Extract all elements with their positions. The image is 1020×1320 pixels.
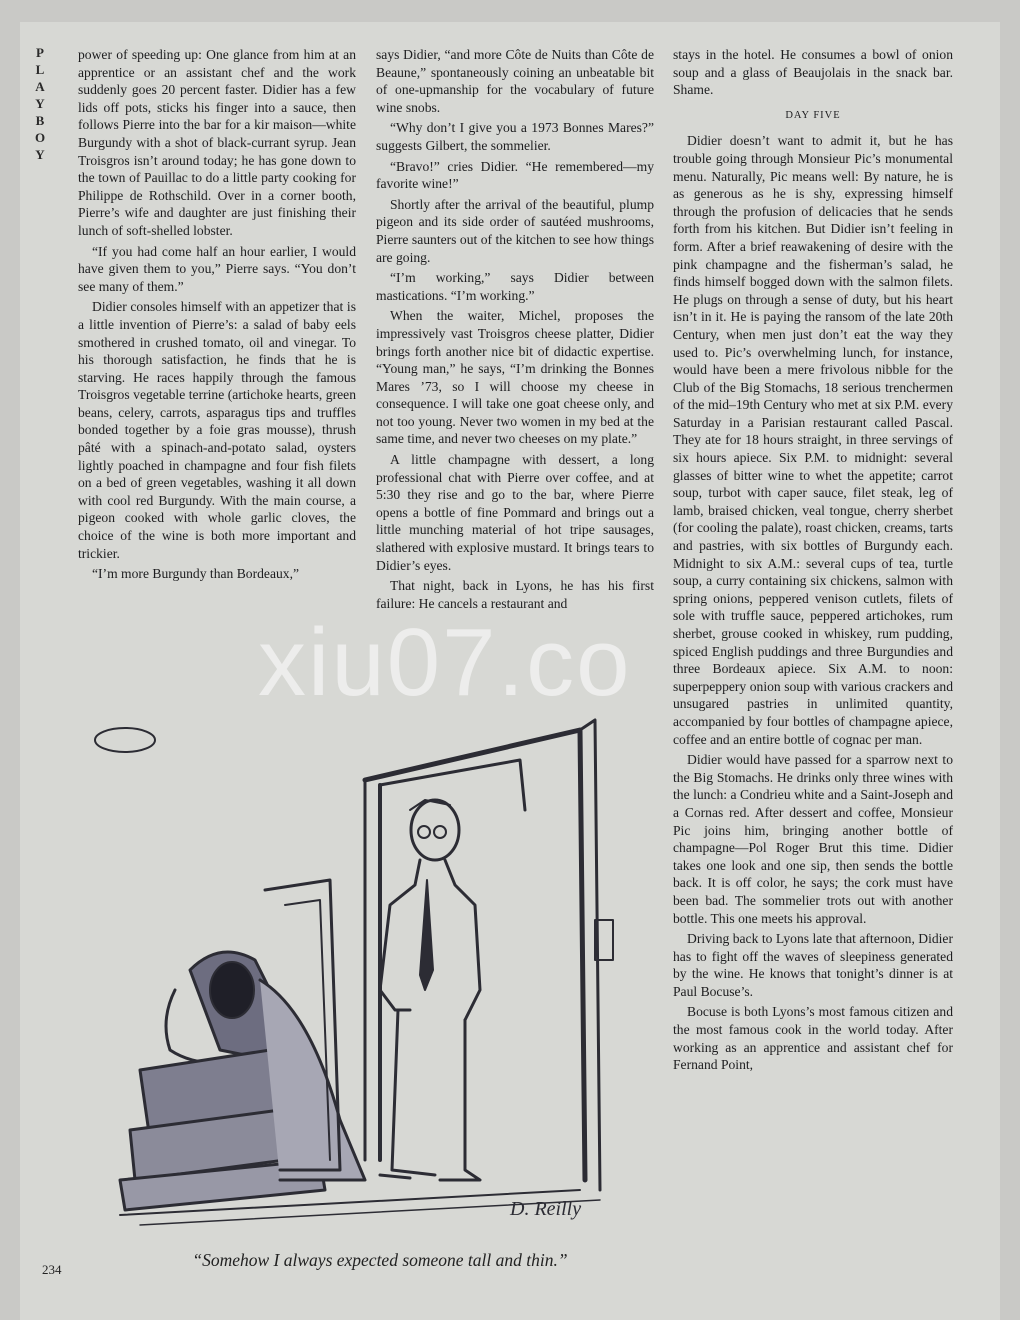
watermark-text: xiu07.co — [258, 609, 632, 716]
masthead-letter: P — [36, 45, 44, 60]
paragraph: stays in the hotel. He consumes a bowl of onion soup and a glass of Beaujolais in the snack bar. Shame. — [673, 47, 953, 98]
paragraph: “If you had come half an hour earlier, I would have given them to you,” Pierre says. “You don’t see many of them.” — [78, 243, 356, 294]
paragraph: Driving back to Lyons late that afternoon, Didier has to fight off the waves of sleepiness generated by the wine. He knows that tonight’s dinner is at Paul Bocuse’s. — [673, 931, 953, 999]
paragraph: Didier doesn’t want to admit it, but he has trouble going through Monsieur Pic’s monumental menu. Naturally, Pic means well: By nature, he is as generous as he is shy, expressing himself through the profusion of delicacies that he sends forth from his kitchen. But Didier isn’t feeling in form. After a brief reawakening of desire with the pink champagne and the fisherman’s salad, he finds himself bogged down with the salmon filets. He plugs on through a sense of duty, but his heart isn’t in it. He is paying the ransom of the late 20th Century, when men just don’t eat the way they used to. Pic’s overwhelming lunch, for instance, would have been a mere frivolous nibble for the Club of the Big Stomachs, 18 serious trenchermen of the mid–19th Century who met at six P.M. every Saturday in a Parisian restaurant called Pascal. They ate for 18 hours straight, in three servings of six hours apiece. Six P.M. to midnight: several glasses of bitter wine to whet the appetite; carrot soup, turbot with caper sauce, filet steak, leg of lamb, braised chicken, veal tongue, cherry sherbet (for cooling the palate), roast chicken, creams, tarts and pastries, with six bottles of Burgundy each. Midnight to six A.M.: several cups of tea, turtle soup, a curry containing six chickens, salmon with spring onions, peppered venison cutlets, filets of sole with truffle sauce, peppered artichokes, rum sherbet, grouse cooked in whiskey, rum pudding, spiced English puddings and three Burgundies and three Bordeaux apiece. Six A.M. to noon: superpeppery onion soup with various crackers and unsugared pastries in unlimited quantity, accompanied by four bottles of champagne apiece, coffee and an entire bottle of cognac per man. — [673, 133, 953, 747]
masthead-letter: Y — [35, 147, 45, 162]
paragraph: “Why don’t I give you a 1973 Bonnes Mares?” suggests Gilbert, the sommelier. — [376, 120, 654, 153]
halo-sketch — [95, 728, 155, 752]
text-column-1 — [78, 46, 356, 586]
cartoon-illustration — [80, 690, 660, 1240]
paragraph: A little champagne with dessert, a long professional chat with Pierre over coffee, and at 5:30 they rise and go to the bar, where Pierre opens a bottle of fine Pommard and brings out a little munching material of hot tripe sausages, slathered with explosive mustard. It brings tears to Didier’s eyes. — [376, 452, 654, 573]
masthead-vertical — [28, 44, 52, 163]
paragraph: “I’m working,” says Didier between mastications. “I’m working.” — [376, 270, 654, 303]
paragraph: power of speeding up: One glance from him at an apprentice or an assistant chef and the work suddenly goes 20 percent faster. Didier has a few lids off pots, sticks his finger into a sauce, then follows Pierre into the bar for a kir maison—white Burgundy with a shot of black-currant syrup. Jean Troisgros isn’t around today; he has gone down to the town of Pauillac to do a little party cooking for Philippe de Rothschild. Over in a corner booth, Pierre’s wife and daughter are just finishing their lunch of soft-shelled lobster. — [78, 47, 356, 238]
masthead-letter: O — [34, 130, 46, 145]
masthead-letter: A — [35, 79, 45, 94]
paragraph: Bocuse is both Lyons’s most famous citizen and the most famous cook in the world today. After working as an apprentice and assistant chef for Fernand Point, — [673, 1004, 953, 1073]
text-column-2 — [376, 46, 654, 615]
page-number: 234 — [42, 1262, 62, 1277]
paragraph: Didier consoles himself with an appetizer that is a little invention of Pierre’s: a salad of baby eels smothered in crushed tomato, oil and vinegar. To his thorough satisfaction, he finds that he is starving. He races happily through the famous Troisgros vegetable terrine (artichoke hearts, green beans, celery, carrots, asparagus tips and truffles bonded together by a foie gras mousse), thrush pâté with a spinach-and-potato salad, oysters lightly poached in champagne and four fish filets on a bed of green vegetables, washing it all down with cool red Burgundy. With the main course, a pigeon cooked with whole garlic cloves, the choice of the wine is both more important and trickier. — [78, 299, 356, 561]
artist-signature: D. Reilly — [510, 1198, 582, 1220]
masthead-letter: L — [35, 62, 45, 77]
paragraph: When the waiter, Michel, proposes the impressively vast Troisgros cheese platter, Didier brings forth another nice bit of didactic expertise. “Young man,” he says, “I’m drinking the Bonnes Mares ’73, so I will choose my cheese in consequence. I will take one goat cheese only, and not too young. Never two women in my bed at the same time, and never two cheeses on my plate.” — [376, 308, 654, 447]
paragraph: That night, back in Lyons, he has his first failure: He cancels a restaurant and — [376, 578, 654, 611]
cartoon-caption: “Somehow I always expected someone tall and thin.” — [192, 1250, 568, 1270]
paragraph: “I’m more Burgundy than Bordeaux,” — [92, 566, 299, 582]
paragraph: “Bravo!” cries Didier. “He remembered—my favorite wine!” — [376, 158, 654, 192]
paragraph: Didier would have passed for a sparrow next to the Big Stomachs. He drinks only three wines with the lunch: a Condrieu white and a Saint-Joseph and a Cornas red. After dessert and coffee, Monsieur Pic joins him, bringing another bottle of champagne—Pol Roger Brut this time. Didier takes one look and one sip, then sends the bottle back. It is off color, he says; the cork must have been bad. The sommelier trots out with another bottle. This one meets his approval. — [673, 752, 953, 926]
text-column-3 — [673, 46, 953, 1077]
section-heading: DAY FIVE — [785, 109, 841, 121]
paragraph: says Didier, “and more Côte de Nuits than Côte de Beaune,” spontaneously coining an unbeatable bit of one-upmanship for the vocabulary of future wine snobs. — [376, 47, 654, 115]
masthead-letter: Y — [35, 96, 45, 111]
masthead-letter: B — [35, 113, 45, 128]
paragraph: Shortly after the arrival of the beautiful, plump pigeon and its side order of sautéed mushrooms, Pierre saunters out of the kitchen to see how things are going. — [376, 196, 654, 265]
